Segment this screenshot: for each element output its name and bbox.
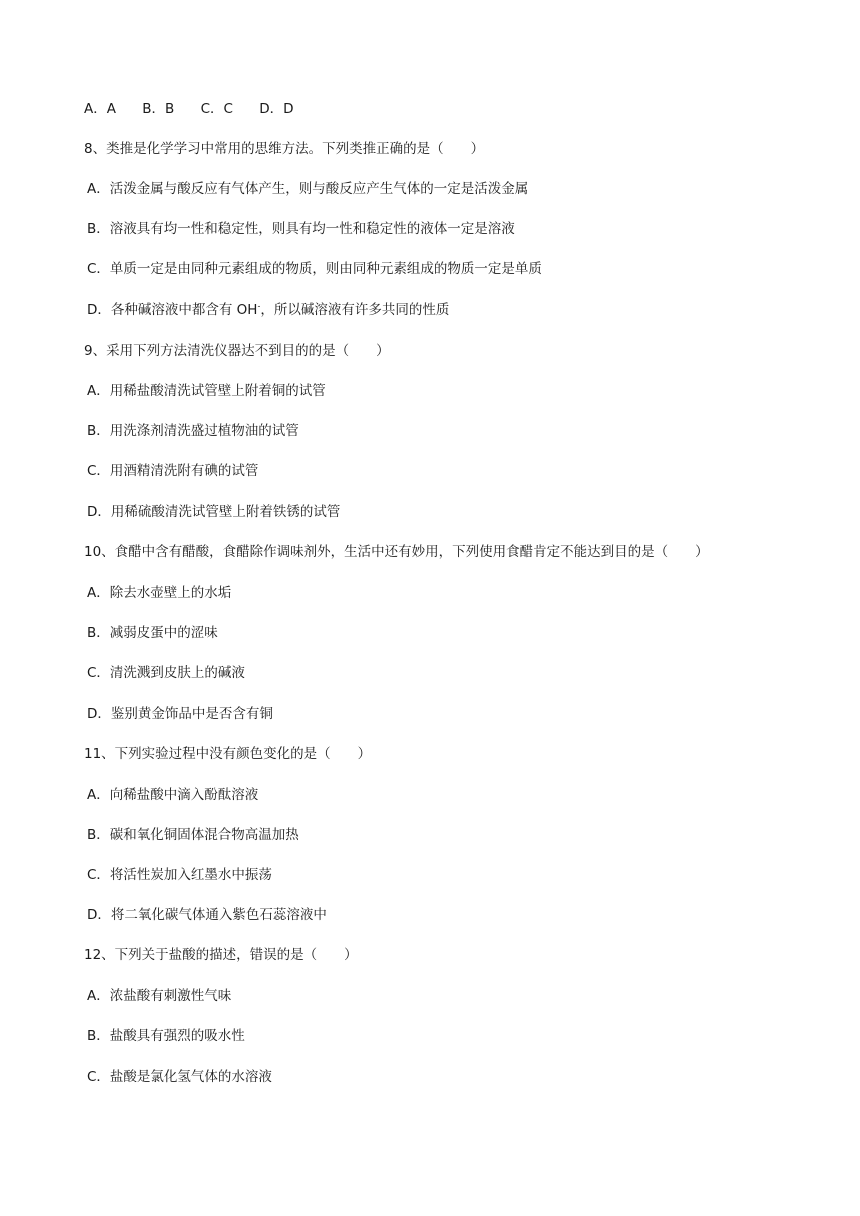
answer-option-b: B．B	[142, 101, 175, 117]
question-9-option-d: D．用稀硫酸清洗试管壁上附着铁锈的试管	[87, 504, 341, 520]
question-11-option-d: D．将二氧化碳气体通入紫色石蕊溶液中	[87, 907, 327, 923]
answer-option-d: D．D	[259, 101, 294, 117]
answer-options-row	[84, 100, 316, 118]
question-11-stem: 11、下列实验过程中没有颜色变化的是（ ）	[84, 746, 372, 762]
question-10-option-b: B．减弱皮蛋中的涩味	[87, 625, 218, 641]
question-9-option-b: B．用洗涤剂清洗盛过植物油的试管	[87, 423, 299, 439]
question-10-option-c: C．清洗溅到皮肤上的碱液	[87, 665, 245, 681]
question-9-stem: 9、采用下列方法清洗仪器达不到目的的是（ ）	[84, 343, 390, 359]
question-10-stem: 10、食醋中含有醋酸，食醋除作调味剂外，生活中还有妙用，下列使用食醋肯定不能达到目的是（ ）	[84, 544, 709, 560]
question-8-option-d-text-rest: ，所以碱溶液有许多共同的性质	[260, 302, 450, 318]
question-10-option-a: A．除去水壶壁上的水垢	[87, 585, 232, 601]
question-10-option-d: D．鉴别黄金饰品中是否含有铜	[87, 706, 273, 722]
question-11-option-b: B．碳和氧化铜固体混合物高温加热	[87, 827, 299, 843]
question-8-option-c: C．单质一定是由同种元素组成的物质，则由同种元素组成的物质一定是单质	[87, 261, 542, 277]
answer-option-c: C．C	[200, 101, 233, 117]
question-12-option-a: A．浓盐酸有刺激性气味	[87, 988, 232, 1004]
question-8-option-d-text: D．各种碱溶液中都含有 OH	[87, 302, 258, 318]
question-8-stem: 8、类推是化学学习中常用的思维方法。下列类推正确的是（ ）	[84, 141, 485, 157]
question-9-option-a: A．用稀盐酸清洗试管壁上附着铜的试管	[87, 383, 326, 399]
question-12-option-b: B．盐酸具有强烈的吸水性	[87, 1028, 245, 1044]
question-8-option-d	[87, 301, 449, 319]
question-9-option-c: C．用酒精清洗附有碘的试管	[87, 463, 259, 479]
question-12-option-c: C．盐酸是氯化氢气体的水溶液	[87, 1069, 272, 1085]
answer-option-a: A．A	[84, 101, 116, 117]
hydroxide-charge-superscript: -	[257, 301, 261, 311]
question-12-stem: 12、下列关于盐酸的描述，错误的是（ ）	[84, 947, 358, 963]
question-8-option-b: B．溶液具有均一性和稳定性，则具有均一性和稳定性的液体一定是溶液	[87, 221, 515, 237]
question-11-option-a: A．向稀盐酸中滴入酚酞溶液	[87, 787, 259, 803]
question-11-option-c: C．将活性炭加入红墨水中振荡	[87, 867, 272, 883]
question-8-option-a: A．活泼金属与酸反应有气体产生，则与酸反应产生气体的一定是活泼金属	[87, 181, 529, 197]
